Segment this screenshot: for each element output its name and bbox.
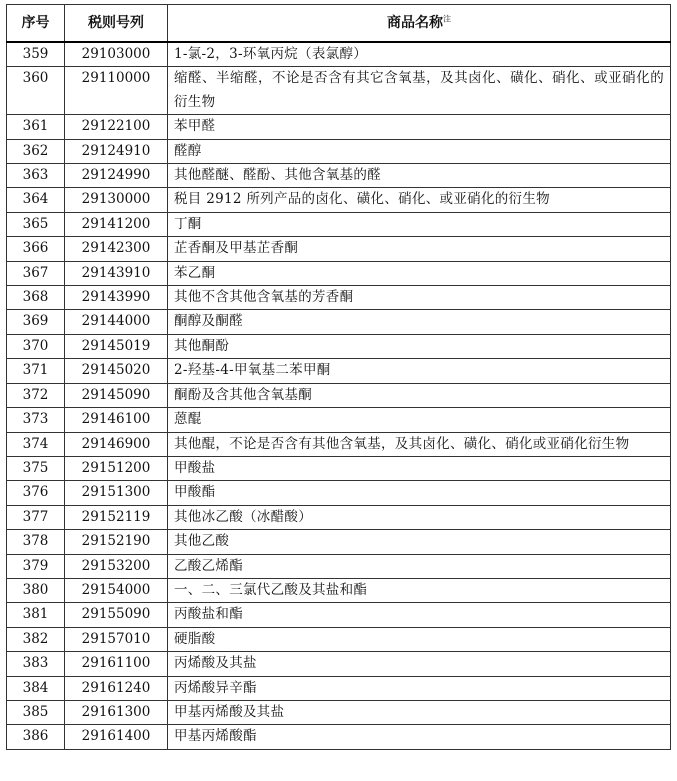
serial-number-cell: 368 [7, 286, 65, 310]
tariff-code-cell: 29141200 [65, 212, 168, 236]
table-row [7, 237, 671, 261]
table-row [7, 139, 671, 163]
product-name-cell: 酮醇及酮醛 [168, 310, 671, 334]
serial-number-cell: 370 [7, 334, 65, 358]
table-row [7, 42, 671, 67]
serial-number-cell: 382 [7, 627, 65, 651]
tariff-code-cell: 29153200 [65, 554, 168, 578]
header-product-name [168, 5, 671, 43]
tariff-code-cell: 29152190 [65, 530, 168, 554]
header-row [7, 5, 671, 43]
serial-number-cell: 372 [7, 383, 65, 407]
header-product-name-note: 注 [443, 14, 451, 24]
serial-number-cell: 386 [7, 725, 65, 749]
tariff-table [6, 4, 671, 750]
product-name-cell: 一、二、三氯代乙酸及其盐和酯 [168, 578, 671, 602]
table-row [7, 700, 671, 724]
product-name-cell: 硬脂酸 [168, 627, 671, 651]
tariff-code-cell: 29130000 [65, 188, 168, 212]
table-row [7, 188, 671, 212]
table-row [7, 67, 671, 115]
product-name-cell: 苯甲醛 [168, 115, 671, 139]
table-row [7, 310, 671, 334]
tariff-code-cell: 29103000 [65, 42, 168, 67]
serial-number-cell: 362 [7, 139, 65, 163]
tariff-code-cell: 29161400 [65, 725, 168, 749]
serial-number-cell: 364 [7, 188, 65, 212]
tariff-code-cell: 29145019 [65, 334, 168, 358]
serial-number-cell: 366 [7, 237, 65, 261]
product-name-cell: 2-羟基-4-甲氧基二苯甲酮 [168, 359, 671, 383]
tariff-code-cell: 29161100 [65, 652, 168, 676]
table-row [7, 505, 671, 529]
header-serial-number [7, 5, 65, 43]
product-name-cell: 甲基丙烯酸酯 [168, 725, 671, 749]
product-name-cell: 其他醌，不论是否含有其他含氧基，及其卤化、磺化、硝化或亚硝化衍生物 [168, 432, 671, 456]
product-name-cell: 1-氯-2，3-环氧丙烷（表氯醇） [168, 42, 671, 67]
tariff-code-cell: 29151300 [65, 481, 168, 505]
serial-number-cell: 378 [7, 530, 65, 554]
product-name-cell: 芷香酮及甲基芷香酮 [168, 237, 671, 261]
tariff-code-cell: 29144000 [65, 310, 168, 334]
table-row [7, 456, 671, 480]
tariff-code-cell: 29161240 [65, 676, 168, 700]
tariff-code-cell: 29146100 [65, 408, 168, 432]
tariff-code-cell: 29110000 [65, 67, 168, 115]
serial-number-cell: 376 [7, 481, 65, 505]
product-name-cell: 其他不含其他含氧基的芳香酮 [168, 286, 671, 310]
table-row [7, 481, 671, 505]
table-row [7, 530, 671, 554]
product-name-cell: 丙酸盐和酯 [168, 603, 671, 627]
tariff-code-cell: 29124910 [65, 139, 168, 163]
serial-number-cell: 375 [7, 456, 65, 480]
serial-number-cell: 363 [7, 164, 65, 188]
tariff-code-cell: 29152119 [65, 505, 168, 529]
table-row [7, 652, 671, 676]
table-row [7, 554, 671, 578]
table-row [7, 164, 671, 188]
serial-number-cell: 361 [7, 115, 65, 139]
product-name-cell: 乙酸乙烯酯 [168, 554, 671, 578]
serial-number-cell: 384 [7, 676, 65, 700]
table-row [7, 627, 671, 651]
product-name-cell: 丁酮 [168, 212, 671, 236]
tariff-code-cell: 29157010 [65, 627, 168, 651]
product-name-cell: 缩醛、半缩醛，不论是否含有其它含氧基，及其卤化、磺化、硝化、或亚硝化的衍生物 [168, 67, 671, 115]
table-row [7, 261, 671, 285]
serial-number-cell: 379 [7, 554, 65, 578]
tariff-code-cell: 29143910 [65, 261, 168, 285]
product-name-cell: 蒽醌 [168, 408, 671, 432]
header-tariff-code [65, 5, 168, 43]
table-row [7, 676, 671, 700]
tariff-code-cell: 29143990 [65, 286, 168, 310]
tariff-code-cell: 29142300 [65, 237, 168, 261]
tariff-code-cell: 29154000 [65, 578, 168, 602]
product-name-cell: 醛醇 [168, 139, 671, 163]
table-row [7, 383, 671, 407]
serial-number-cell: 360 [7, 67, 65, 115]
header-tariff-code-label: 税则号列 [88, 15, 144, 31]
product-name-cell: 其他冰乙酸（冰醋酸） [168, 505, 671, 529]
tariff-table-document [6, 4, 670, 750]
tariff-code-cell: 29145090 [65, 383, 168, 407]
table-row [7, 212, 671, 236]
serial-number-cell: 385 [7, 700, 65, 724]
serial-number-cell: 367 [7, 261, 65, 285]
header-product-name-label: 商品名称 [387, 15, 443, 31]
product-name-cell: 苯乙酮 [168, 261, 671, 285]
serial-number-cell: 380 [7, 578, 65, 602]
tariff-code-cell: 29155090 [65, 603, 168, 627]
tariff-code-cell: 29145020 [65, 359, 168, 383]
serial-number-cell: 365 [7, 212, 65, 236]
table-row [7, 432, 671, 456]
table-row [7, 725, 671, 749]
header-serial-number-label: 序号 [21, 15, 50, 31]
product-name-cell: 丙烯酸及其盐 [168, 652, 671, 676]
table-row [7, 578, 671, 602]
product-name-cell: 酮酚及含其他含氧基酮 [168, 383, 671, 407]
table-row [7, 334, 671, 358]
serial-number-cell: 373 [7, 408, 65, 432]
table-row [7, 286, 671, 310]
serial-number-cell: 381 [7, 603, 65, 627]
serial-number-cell: 371 [7, 359, 65, 383]
table-row [7, 359, 671, 383]
tariff-code-cell: 29146900 [65, 432, 168, 456]
product-name-cell: 税目 2912 所列产品的卤化、磺化、硝化、或亚硝化的衍生物 [168, 188, 671, 212]
table-row [7, 115, 671, 139]
product-name-cell: 甲基丙烯酸及其盐 [168, 700, 671, 724]
table-header [7, 5, 671, 43]
table-body [7, 42, 671, 749]
product-name-cell: 其他酮酚 [168, 334, 671, 358]
tariff-code-cell: 29124990 [65, 164, 168, 188]
table-row [7, 408, 671, 432]
serial-number-cell: 383 [7, 652, 65, 676]
tariff-code-cell: 29151200 [65, 456, 168, 480]
serial-number-cell: 369 [7, 310, 65, 334]
serial-number-cell: 359 [7, 42, 65, 67]
product-name-cell: 其他醛醚、醛酚、其他含氧基的醛 [168, 164, 671, 188]
product-name-cell: 甲酸酯 [168, 481, 671, 505]
serial-number-cell: 374 [7, 432, 65, 456]
tariff-code-cell: 29161300 [65, 700, 168, 724]
tariff-code-cell: 29122100 [65, 115, 168, 139]
product-name-cell: 甲酸盐 [168, 456, 671, 480]
product-name-cell: 其他乙酸 [168, 530, 671, 554]
serial-number-cell: 377 [7, 505, 65, 529]
product-name-cell: 丙烯酸异辛酯 [168, 676, 671, 700]
table-row [7, 603, 671, 627]
